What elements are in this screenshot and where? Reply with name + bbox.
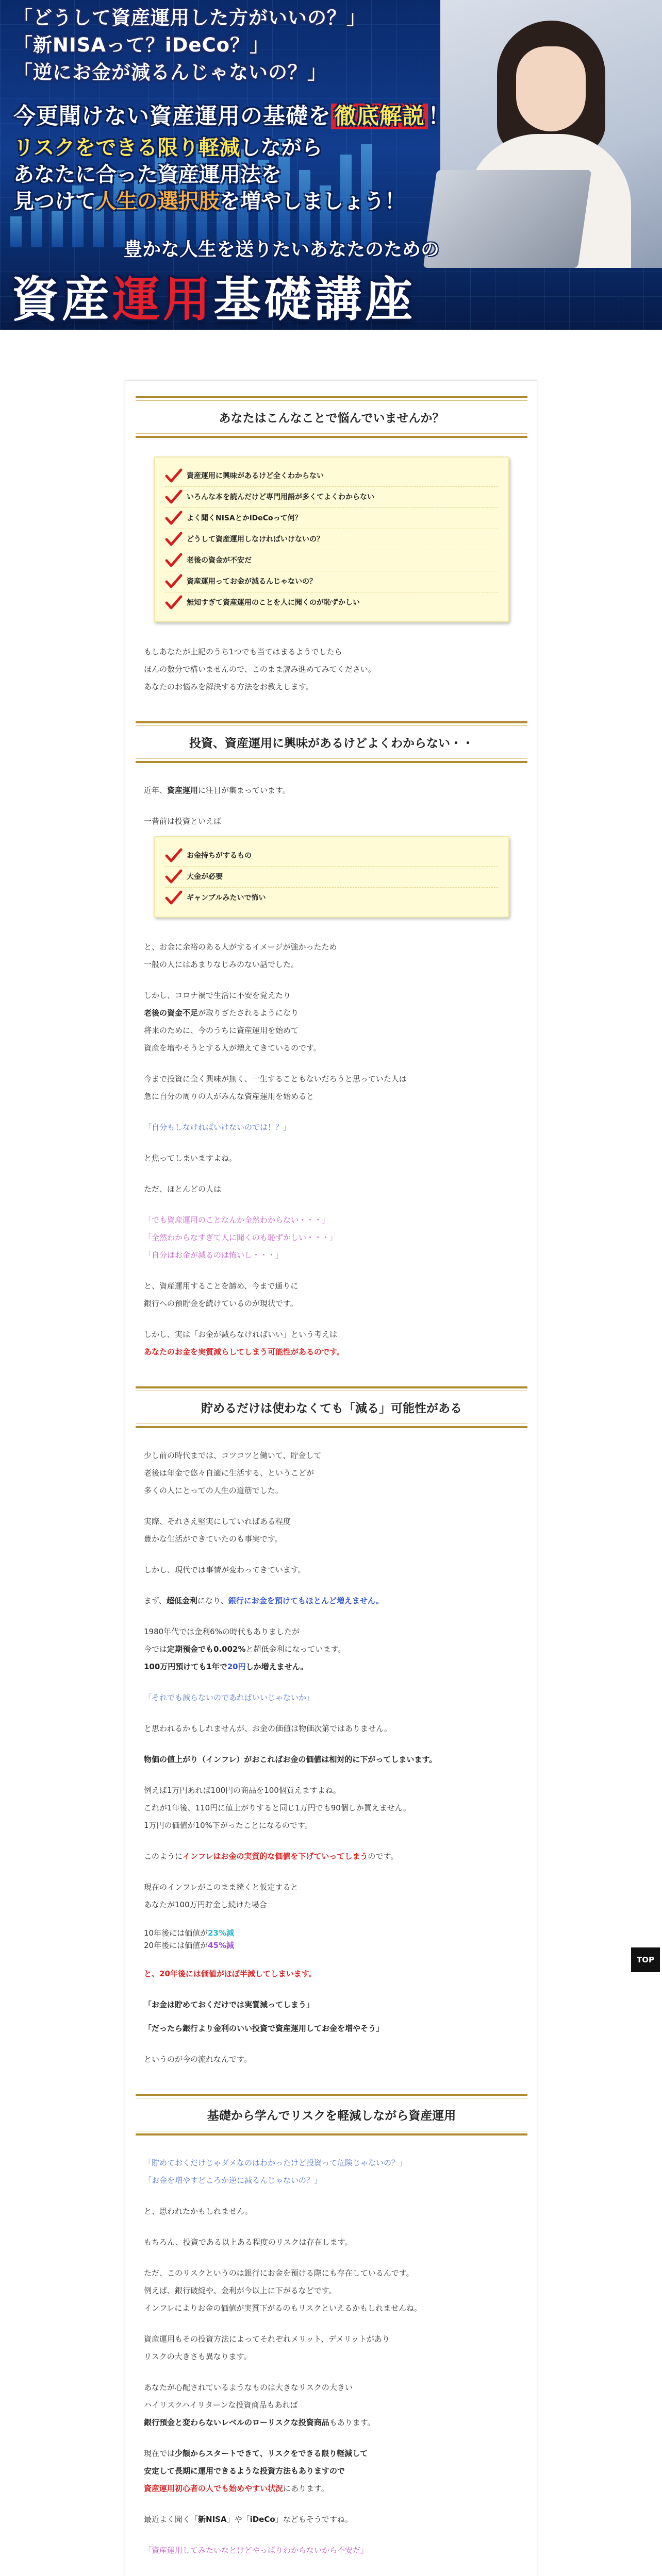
body-text: もしあなたが上記のうち1つでも当てはまるようでしたら — [144, 647, 342, 656]
quote-text: 「自分はお金が減るのは怖いし・・・」 — [144, 1250, 284, 1260]
quote-text: 「だったら銀行より金利のいい投資で資産運用してお金を増やそう」 — [144, 2024, 384, 2033]
check-item: お金持ちがするもの — [165, 845, 498, 867]
body-text: しかし、コロナ禍で生活に不安を覚えたり — [144, 991, 291, 1000]
body-text: あなたのお悩みを解決する方法をお教えします。 — [144, 682, 313, 691]
body-text: 現在では少額からスタートできて、リスクをできる限り軽減して — [144, 2449, 368, 2458]
body-text: しかし、実は「お金が減らなければいい」という考えは — [144, 1330, 338, 1339]
body-text: これが1年後、110円に値上がりすると同じ1万円でも90個しか買えません。 — [144, 1803, 411, 1812]
section-title: 基礎から学んでリスクを軽減しながら資産運用 — [136, 2094, 527, 2136]
section-title: あなたはこんなことで悩んでいませんか？ — [136, 396, 527, 438]
hero-question: 「どうして資産運用した方がいいの？」 — [13, 7, 366, 29]
body-text: 豊かな生活ができていたのも事実です。 — [144, 1534, 283, 1544]
body-text: 多くの人にとっての人生の道筋でした。 — [144, 1486, 283, 1495]
section-title: 投資、資産運用に興味があるけどよくわからない・・ — [136, 721, 527, 763]
quote-text: 「お金を増やすどころか逆に減るんじゃないの？」 — [144, 2176, 322, 2185]
check-item: よく聞くNISAとかiDeCoって何？ — [165, 508, 498, 529]
body-text: ただ、ほとんどの人は — [144, 1184, 222, 1194]
body-text: というのが今の流れなんです。 — [144, 2055, 252, 2064]
body-text: 10年後には価値が23%減 — [144, 1928, 234, 1938]
body-text: 今まで投資に全く興味が無く、一生することもないだろうと思っていた人は — [144, 1074, 407, 1083]
hero-subtitle: 豊かな人生を送りたいあなたのための — [124, 239, 440, 260]
body-text: 1980年代では金利6%の時代もありましたが — [144, 1627, 300, 1636]
body-text: まず、超低金利になり、銀行にお金を預けてもほとんど増えません。 — [144, 1596, 384, 1605]
check-item: 資産運用ってお金が減るんじゃないの？ — [165, 571, 498, 592]
body-text: 一般の人にはあまりなじみのない話でした。 — [144, 960, 299, 969]
body-text: リスクの大きさも異なります。 — [144, 2352, 252, 2361]
body-text: 例えば、銀行破綻や、金利が今以上に下がるなどです。 — [144, 2286, 337, 2295]
check-item: いろんな本を読んだけど専門用語が多くてよくわからない — [165, 487, 498, 508]
check-mark-icon — [165, 848, 183, 863]
check-item: 無知すぎて資産運用のことを人に聞くのが恥ずかしい — [165, 592, 498, 613]
check-item: 老後の資金が不安だ — [165, 550, 498, 571]
body-text: もちろん、投資である以上ある程度のリスクは存在します。 — [144, 2238, 353, 2247]
body-text: 20年後には価値が45%減 — [144, 1941, 234, 1950]
body-text: 実際、それさえ堅実にしていればある程度 — [144, 1517, 291, 1526]
check-mark-icon — [165, 574, 183, 589]
body-text: 少し前の時代までは、コツコツと働いて、貯金して — [144, 1451, 322, 1460]
content-card — [125, 380, 537, 2576]
body-text: 老後の資金不足が取りざたされるようになり — [144, 1008, 299, 1018]
hero-question: 「逆にお金が減るんじゃないの？」 — [13, 61, 327, 83]
hero-woman-photo — [440, 0, 662, 268]
body-text: あなたが100万円貯金し続けた場合 — [144, 1900, 267, 1909]
body-text: このようにインフレはお金の実質的な価値を下げていってしまうのです。 — [144, 1852, 399, 1861]
check-mark-icon — [165, 468, 183, 484]
hero-questions — [13, 4, 366, 86]
check-mark-icon — [165, 511, 183, 526]
body-text: ハイリスクハイリターンな投資商品もあれば — [144, 2400, 298, 2410]
body-text: 最近よく聞く「新NISA」や「iDeCo」などもそうですね。 — [144, 2515, 353, 2524]
worries-checklist — [154, 456, 509, 622]
quote-text: 「全然わからなすぎて人に聞くのも恥ずかしい・・・」 — [144, 1233, 338, 1242]
check-mark-icon — [165, 489, 183, 505]
check-mark-icon — [165, 869, 183, 885]
scroll-to-top-button[interactable]: TOP — [631, 1947, 660, 1972]
body-text: しかし、現代では事情が変わってきています。 — [144, 1565, 306, 1574]
check-mark-icon — [165, 553, 183, 568]
body-text: 銀行預金と変わらないレベルのローリスクな投資商品もあります。 — [144, 2418, 375, 2427]
body-text: インフレによりお金の価値が実質下がるのもリスクといえるかもしれませんね。 — [144, 2303, 422, 2313]
quote-text: 「でも資産運用のことなんか全然わからない・・・」 — [144, 1215, 330, 1225]
body-text: 銀行への預貯金を続けているのが現状です。 — [144, 1299, 298, 1308]
body-text: 資産運用もその投資方法によってそれぞれメリット、デメリットがあり — [144, 2334, 390, 2344]
hero-title: 資産運用基礎講座 — [11, 272, 416, 327]
investment-image-checklist — [154, 836, 509, 918]
body-text: 今では定期預金でも0.002%と超低金利になっています。 — [144, 1645, 346, 1654]
body-text: 資産を増やそうとする人が増えてきているのです。 — [144, 1043, 321, 1053]
body-text: 資産運用初心者の人でも始めやすい状況にあります。 — [144, 2484, 329, 2493]
check-item: ギャンブルみたいで怖い — [165, 888, 498, 908]
body-text: 近年、資産運用に注目が集まっています。 — [144, 786, 290, 795]
body-text: ただ、このリスクというのは銀行にお金を預ける際にも存在しているんです。 — [144, 2268, 414, 2278]
hero-question: 「新NISAって？iDeCo？」 — [13, 34, 270, 56]
quote-text: 「お金は貯めておくだけでは実質減ってしまう」 — [144, 2000, 315, 2009]
hero-main-copy: 今更聞けない資産運用の基礎を 徹底解説 ！ リスクをできる限り軽減しながら あなたに合った資産運用法を 見つけて人生の選択肢を増やしましょう！ — [13, 104, 451, 213]
hero-banner — [0, 0, 662, 330]
body-text: 例えば1万円あれば100円の商品を100個買えますよね。 — [144, 1786, 341, 1795]
check-item: どうして資産運用しなければいけないの？ — [165, 529, 498, 550]
body-text: あなたが心配されているようなものは大きなリスクの大きい — [144, 2383, 353, 2392]
body-text: と、資産運用することを諦め、今まで通りに — [144, 1281, 299, 1291]
check-mark-icon — [165, 532, 183, 547]
emphasis-text: 物価の値上がり（インフレ）がおこればお金の価値は相対的に下がってしまいます。 — [144, 1755, 437, 1764]
body-text: 100万円預けても1年で20円しか増えません。 — [144, 1662, 308, 1671]
body-text: 1万円の価値が10%下がったことになるのです。 — [144, 1821, 312, 1830]
section-title: 貯めるだけは使わなくても「減る」可能性がある — [136, 1386, 527, 1428]
body-text: と、20年後には価値がほぼ半減してしまいます。 — [144, 1969, 317, 1978]
body-text: と思われるかもしれませんが、お金の価値は物価次第ではありません。 — [144, 1724, 392, 1733]
body-text: 将来のために、今のうちに資産運用を始めて — [144, 1026, 299, 1035]
body-text: 一昔前は投資といえば — [144, 817, 222, 826]
check-item: 資産運用に興味があるけど全くわからない — [165, 466, 498, 487]
check-mark-icon — [165, 890, 183, 906]
check-mark-icon — [165, 595, 183, 611]
quote-text: 「貯めておくだけじゃダメなのはわかったけど投資って危険じゃないの？」 — [144, 2158, 407, 2167]
body-text: と、お金に余裕のある人がするイメージが強かったため — [144, 942, 337, 952]
quote-text: 「自分もしなければいけないのでは！？」 — [144, 1123, 291, 1132]
highlight-badge: 徹底解説 — [331, 104, 428, 129]
check-item: 大金が必要 — [165, 867, 498, 888]
emphasis-text: あなたのお金を実質減らしてしまう可能性があるのです。 — [144, 1347, 344, 1357]
quote-text: 「それでも減らないのであればいいじゃないか」 — [144, 1693, 315, 1702]
body-text: 現在のインフレがこのまま続くと仮定すると — [144, 1883, 299, 1892]
body-text: 老後は年金で悠々自適に生活する、というこどが — [144, 1468, 315, 1478]
quote-text: 「資産運用してみたいなとけどやっぱりわからないから不安だ」 — [144, 2546, 369, 2555]
body-text: と、思われたかもしれません。 — [144, 2207, 253, 2216]
body-text: ほんの数分で構いませんので、このまま読み進めてみてください。 — [144, 665, 376, 674]
body-text: 急に自分の周りの人がみんな資産運用を始めると — [144, 1092, 315, 1101]
body-text: 安定して長期に運用できるような投資方法もありますので — [144, 2466, 345, 2476]
body-text: と焦ってしまいますよね。 — [144, 1154, 237, 1163]
